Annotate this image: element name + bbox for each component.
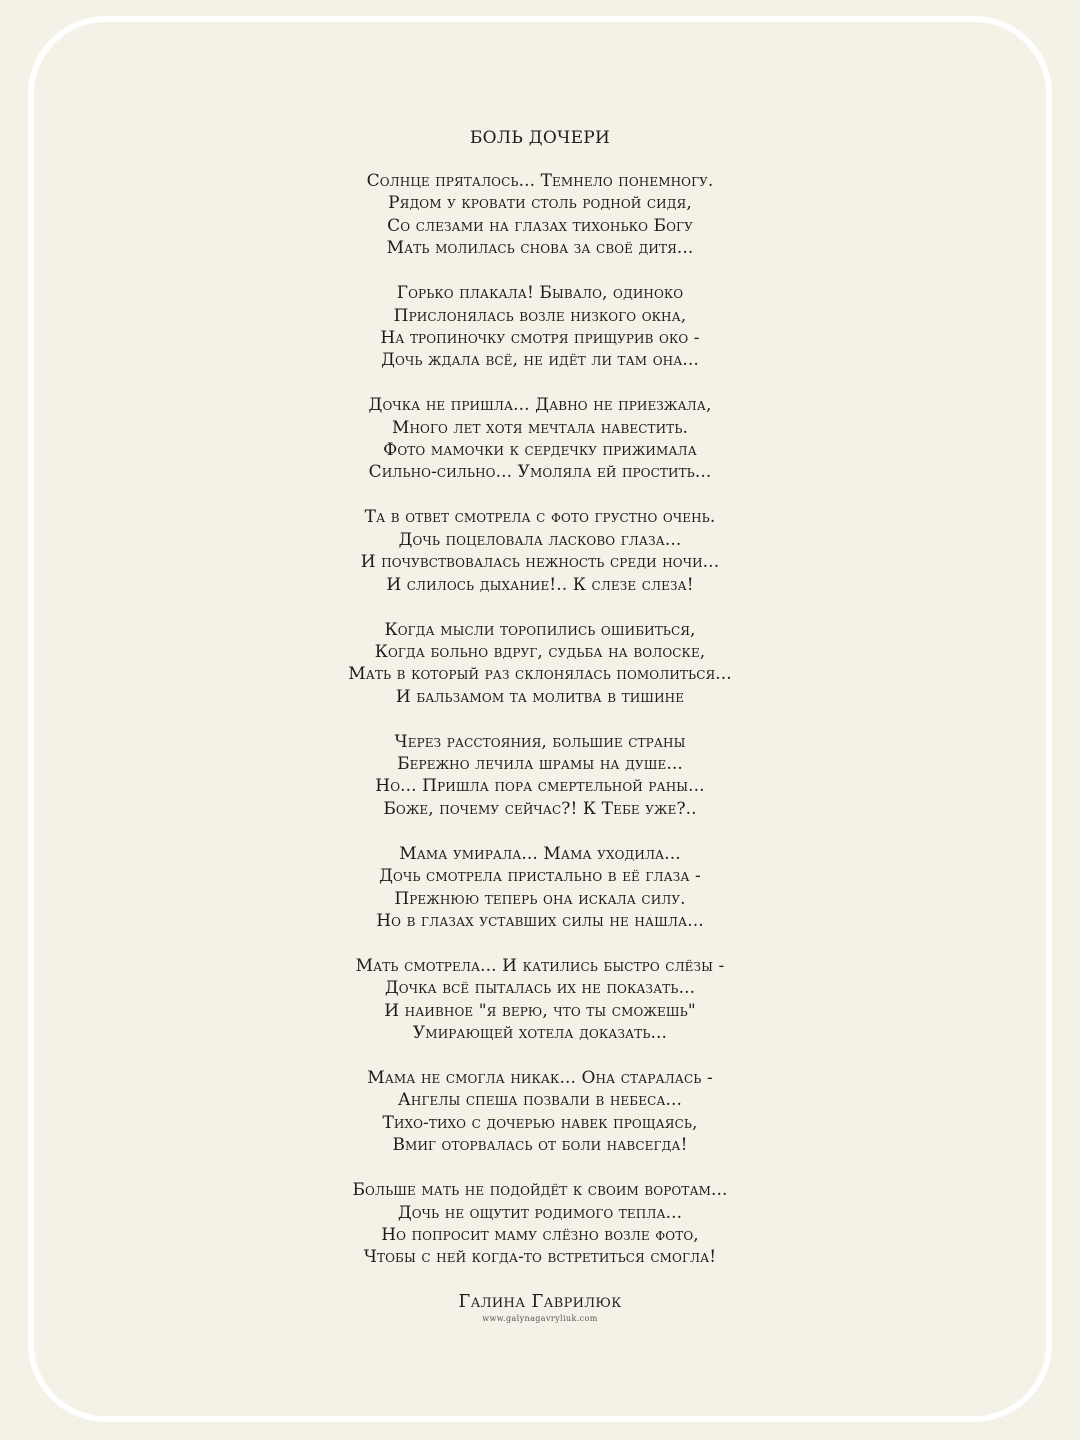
stanza-9 [0, 1067, 1080, 1157]
poem-line: Мама не смогла никак... Она старалась - [367, 1068, 713, 1088]
poem-line: Дочка не пришла... Давно не приезжала, [368, 395, 712, 416]
poem-line: Мать в который раз склонялась помолиться... [348, 664, 732, 685]
poem-line: И наивное "я верю, что ты сможешь" [384, 1000, 696, 1021]
poem-line: Когда больно вдруг, судьба на волоске, [374, 641, 706, 662]
poem-line: Рядом у кровати столь родной сидя, [388, 193, 692, 214]
poem-line: Мама умирала... Мама уходила... [399, 843, 681, 864]
poem-line: Больше мать не подойдёт к своим воротам... [352, 1180, 728, 1201]
poem-line: Дочь не ощутит родимого тепла... [397, 1202, 683, 1223]
stanza-7 [0, 843, 1080, 933]
poem-line: Сильно-сильно... Умоляла ей простить... [368, 462, 712, 483]
poem-line: Много лет хотя мечтала навестить. [391, 417, 689, 438]
poem-line: Дочь смотрела пристально в её глаза - [379, 866, 701, 887]
poem-line: Боже, почему сейчас?! К Тебе уже?.. [383, 798, 697, 819]
poem-title: БОЛЬ ДОЧЕРИ [469, 128, 611, 148]
poem [0, 126, 1080, 1325]
poem-line: Прислонялась возле низкого окна, [393, 305, 687, 326]
stanza-8 [0, 955, 1080, 1045]
poem-line: Но попросит маму слёзно возле фото, [381, 1224, 699, 1245]
stanza-5 [0, 619, 1080, 709]
stanza-1 [0, 170, 1080, 260]
poem-line: Когда мысли торопились ошибиться, [384, 619, 696, 640]
stanza-6 [0, 731, 1080, 821]
author-website[interactable]: www.galynagavryliuk.com [482, 1314, 598, 1324]
poem-line: Дочка всё пыталась их не показать... [384, 978, 696, 999]
poem-line: Прежнюю теперь она искала силу. [394, 888, 686, 909]
stanza-10 [0, 1179, 1080, 1269]
poem-line: Горько плакала! Бывало, одиноко [396, 283, 684, 304]
poem-line: Ангелы спеша позвали в небеса... [397, 1090, 683, 1111]
poem-line: Бережно лечила шрамы на душе... [397, 754, 683, 775]
poem-line: Но... Пришла пора смертельной раны... [375, 776, 705, 797]
poem-line: Тихо-тихо с дочерью навек прощаясь, [382, 1112, 698, 1133]
poem-line: Мать молилась снова за своё дитя... [386, 238, 694, 259]
poem-line: Но в глазах уставших силы не нашла... [376, 910, 704, 931]
stanza-2 [0, 282, 1080, 372]
poem-line: Вмиг оторвалась от боли навсегда! [392, 1135, 688, 1156]
poem-line: Через расстояния, большие страны [394, 731, 686, 752]
poem-line: И слилось дыхание!.. К слезе слеза! [386, 574, 694, 595]
stanza-4 [0, 506, 1080, 596]
poem-line: И бальзамом та молитва в тишине [395, 686, 685, 707]
poem-line: Солнце пряталось... Темнело понемногу. [366, 171, 714, 191]
poem-line: Фото мамочки к сердечку прижимала [383, 440, 697, 461]
poem-line: И почувствовалась нежность среди ночи... [360, 552, 720, 573]
poem-line: Дочь ждала всё, не идёт ли там она... [381, 350, 699, 371]
poem-line: Та в ответ смотрела с фото грустно очень. [364, 507, 716, 528]
poem-line: Чтобы с ней когда-то встретиться смогла! [363, 1247, 717, 1268]
stanza-3 [0, 394, 1080, 484]
poem-line: Умирающей хотела доказать... [412, 1023, 668, 1044]
poem-line: Дочь поцеловала ласково глаза... [398, 529, 682, 550]
poem-line: Мать смотрела... И катились быстро слёзы - [355, 955, 725, 976]
poem-line: На тропиночку смотря прищурив око - [380, 327, 700, 348]
author-name: Галина Гаврилюк [458, 1291, 622, 1313]
poem-line: Со слезами на глазах тихонько Богу [387, 215, 693, 236]
